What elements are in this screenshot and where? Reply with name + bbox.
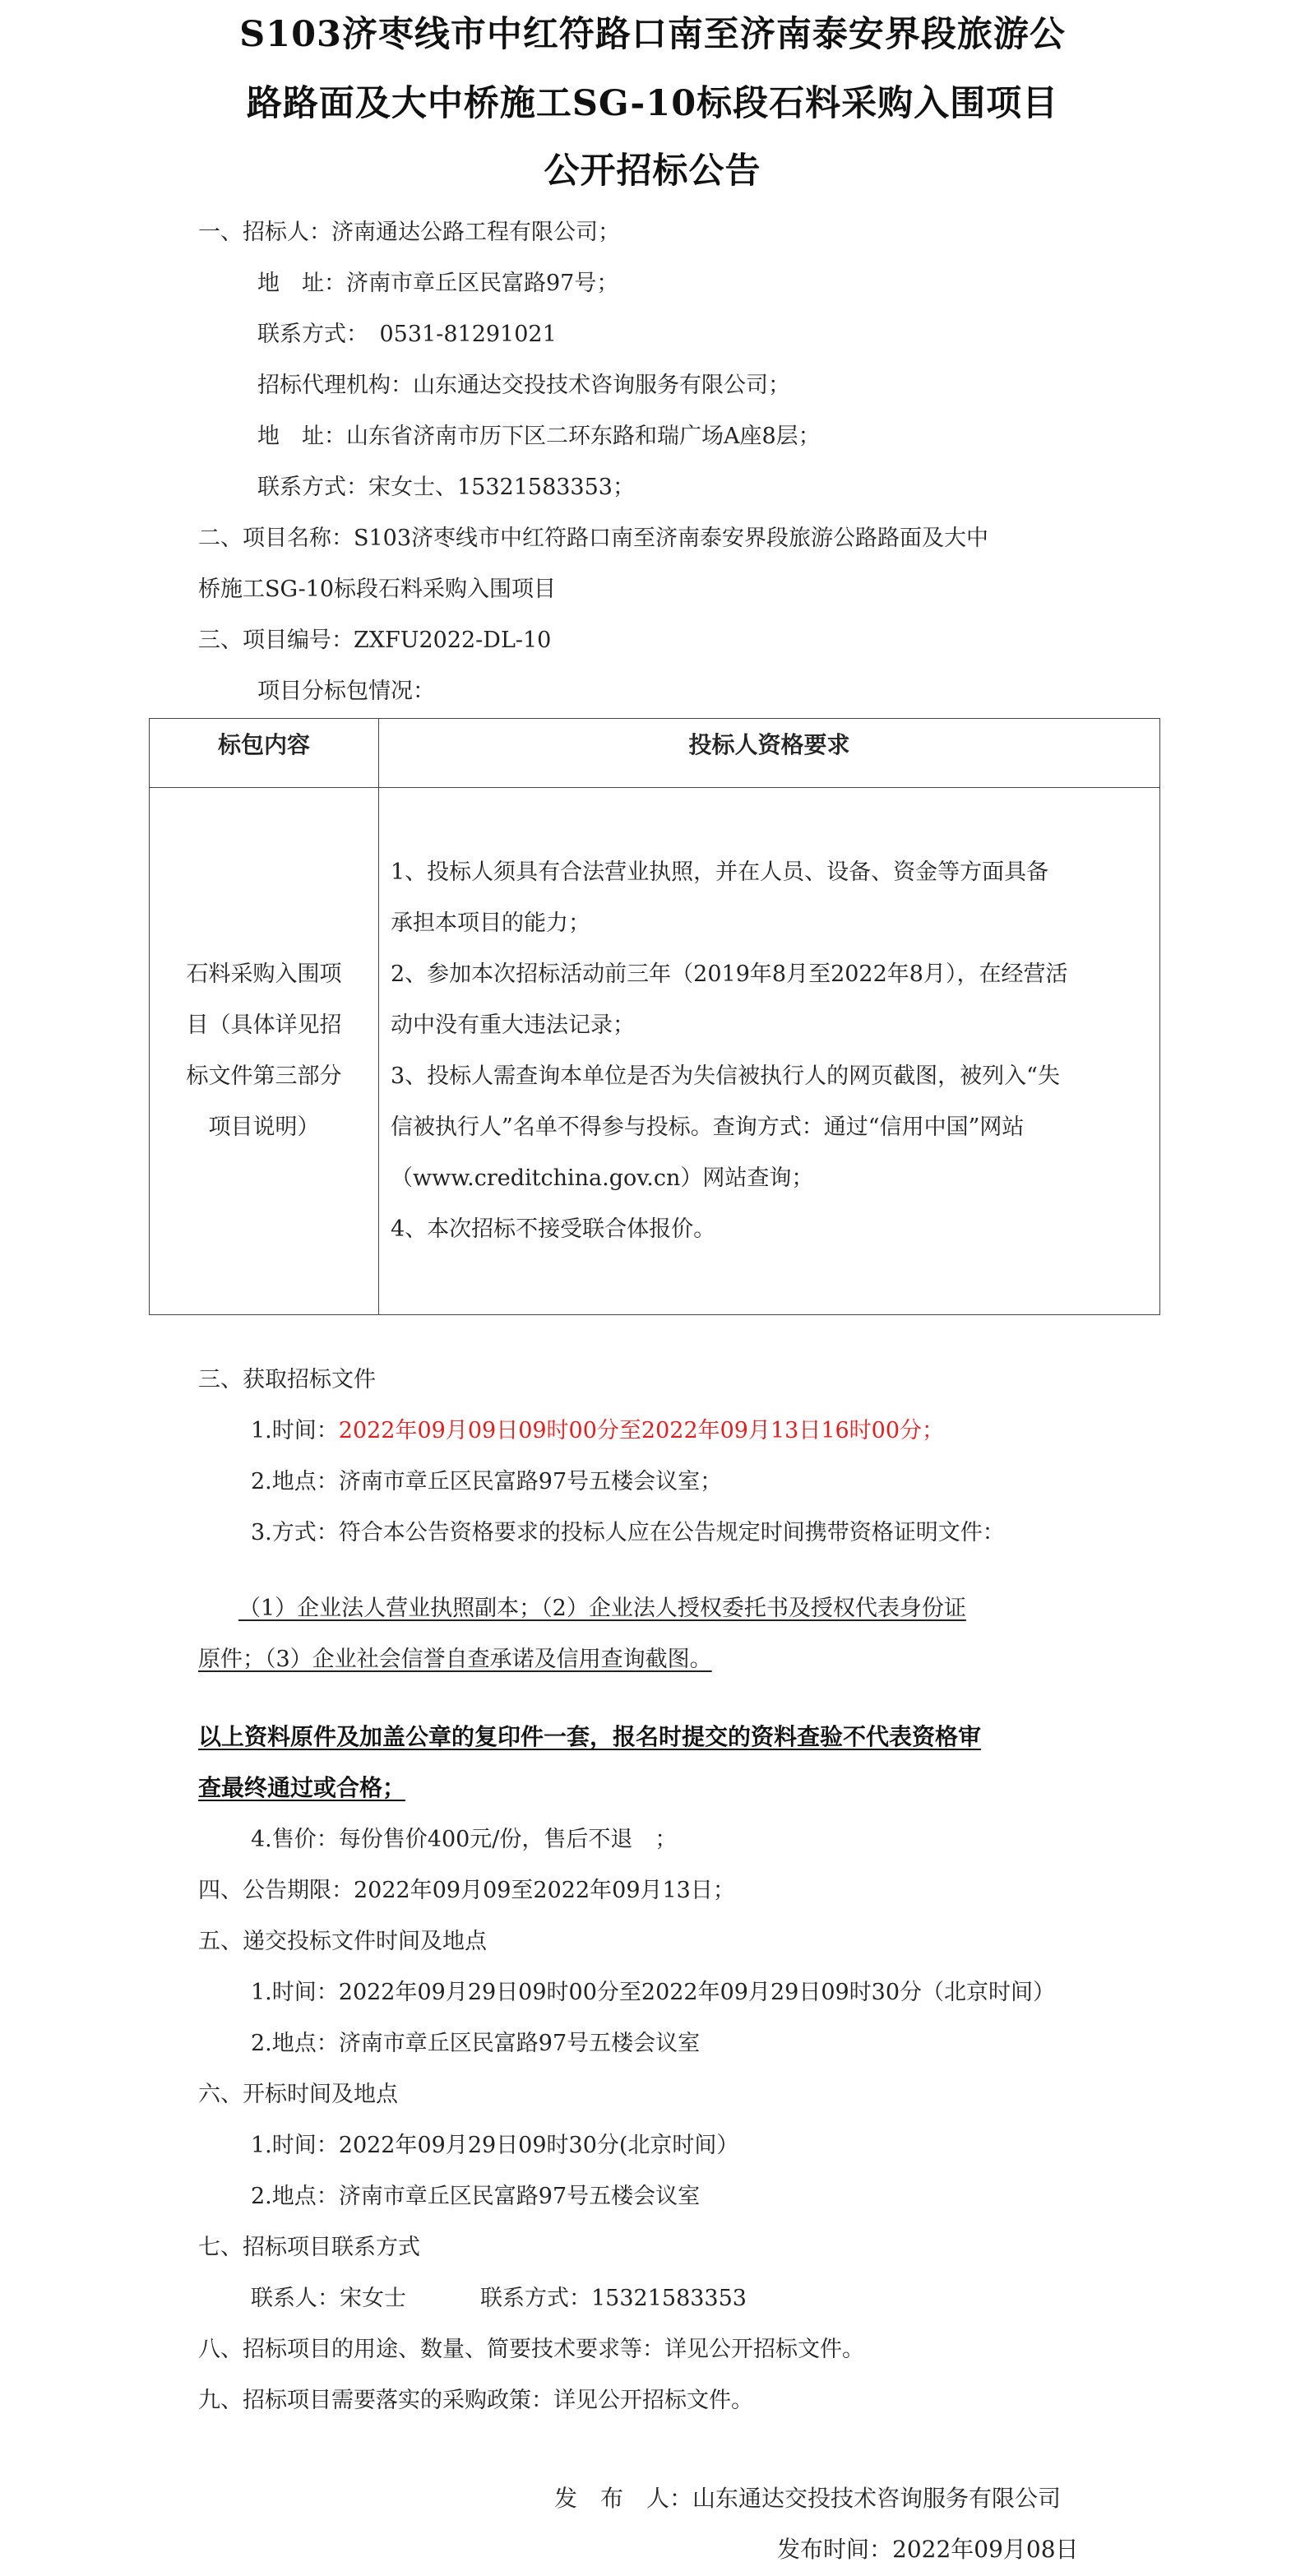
opening-heading: 六、开标时间及地点 (198, 2082, 398, 2107)
tenderer (198, 214, 620, 246)
agency-name: 招标代理机构：山东通达交投技术咨询服务有限公司； (257, 373, 790, 398)
agency-address: 地 址：山东省济南市历下区二环东路和瑞广场A座8层； (257, 424, 821, 449)
requirements-cell (379, 788, 1160, 1315)
required-docs-line-1: （1）企业法人营业执照副本；（2）企业法人授权委托书及授权代表身份证 (238, 1596, 966, 1621)
obtain-method: 3.方式：符合本公告资格要求的投标人应在公告规定时间携带资格证明文件： (251, 1520, 1005, 1545)
notice-bold-line-1: 以上资料原件及加盖公章的复印件一套，报名时提交的资料查验不代表资格审 (198, 1723, 982, 1750)
publish-date: 发布时间：2022年09月08日 (777, 2536, 1079, 2563)
obtain-heading: 三、获取招标文件 (198, 1367, 376, 1392)
contact-person: 联系人：宋女士 (251, 2286, 406, 2311)
submit-place: 2.地点：济南市章丘区民富路97号五楼会议室 (251, 2031, 701, 2056)
tenderer-name: 济南通达公路工程有限公司； (331, 220, 620, 245)
agency-contact: 联系方式：宋女士、15321583353； (257, 475, 635, 500)
section-8: 八、招标项目的用途、数量、简要技术要求等：详见公开招标文件。 (198, 2337, 864, 2362)
obtain-time (251, 1412, 944, 1444)
obtain-place: 2.地点：济南市章丘区民富路97号五楼会议室； (251, 1469, 723, 1494)
package-content-cell (150, 788, 379, 1315)
requirement-line: 2、参加本次招标活动前三年（2019年8月至2022年8月），在经营活 (391, 961, 1068, 987)
package-line: 目（具体详见招 (186, 1012, 342, 1038)
title-line-1: S103济枣线市中红符路口南至济南泰安界段旅游公 (239, 14, 1066, 55)
project-name-line-1: 二、项目名称：S103济枣线市中红符路口南至济南泰安界段旅游公路路面及大中 (198, 526, 989, 551)
opening-time: 1.时间：2022年09月29日09时30分(北京时间） (251, 2133, 739, 2158)
obtain-time-value: 2022年09月09日09时00分至2022年09月13日16时00分； (338, 1418, 945, 1443)
project-name-line-2: 桥施工SG-10标段石料采购入围项目 (198, 577, 557, 602)
announcement-period: 四、公告期限：2022年09月09至2022年09月13日； (198, 1878, 735, 1903)
table-header-package: 标包内容 (150, 719, 379, 788)
obtain-time-label: 1.时间： (251, 1418, 339, 1443)
table-row (150, 788, 1160, 1315)
package-intro: 项目分标包情况： (257, 679, 435, 704)
requirement-line: （www.creditchina.gov.cn）网站查询； (391, 1165, 814, 1191)
requirement-line: 1、投标人须具有合法营业执照，并在人员、设备、资金等方面具备 (391, 859, 1049, 885)
package-line: 标文件第三部分 (186, 1063, 342, 1089)
publisher: 发 布 人：山东通达交投技术咨询服务有限公司 (554, 2485, 1062, 2512)
tenderer-address: 地 址：济南市章丘区民富路97号； (257, 271, 619, 296)
contact-phone: 联系方式：15321583353 (480, 2286, 747, 2311)
package-line: 石料采购入围项 (186, 961, 342, 987)
requirement-line: 动中没有重大违法记录； (391, 1012, 635, 1038)
contact-heading: 七、招标项目联系方式 (198, 2235, 420, 2260)
requirement-line: 4、本次招标不接受联合体报价。 (391, 1216, 716, 1242)
submit-time: 1.时间：2022年09月29日09时00分至2022年09月29日09时30分（北京时间） (251, 1980, 1056, 2005)
opening-place: 2.地点：济南市章丘区民富路97号五楼会议室 (251, 2184, 701, 2209)
contact-line (251, 2280, 747, 2312)
price: 4.售价：每份售价400元/份，售后不退 ； (251, 1827, 678, 1852)
tenderer-label: 一、招标人： (198, 220, 331, 245)
required-docs-line-2: 原件；（3）企业社会信誉自查承诺及信用查询截图。 (198, 1647, 712, 1672)
section-9: 九、招标项目需要落实的采购政策：详见公开招标文件。 (198, 2388, 753, 2413)
notice-bold-line-2: 查最终通过或合格； (198, 1774, 406, 1801)
title-line-3: 公开招标公告 (544, 151, 761, 192)
table-header-requirements: 投标人资格要求 (379, 719, 1160, 788)
project-number: 三、项目编号：ZXFU2022-DL-10 (198, 628, 552, 653)
tenderer-contact: 联系方式： 0531-81291021 (257, 322, 557, 347)
requirement-line: 3、投标人需查询本单位是否为失信被执行人的网页截图，被列入“失 (391, 1063, 1060, 1089)
requirement-line: 承担本项目的能力； (391, 910, 590, 936)
requirement-line: 信被执行人”名单不得参与投标。查询方式：通过“信用中国”网站 (391, 1114, 1025, 1140)
title-line-2: 路路面及大中桥施工SG-10标段石料采购入围项目 (246, 83, 1059, 124)
package-line: 项目说明） (208, 1114, 320, 1140)
submit-heading: 五、递交投标文件时间及地点 (198, 1929, 487, 1954)
table-header-row (150, 719, 1160, 788)
package-table (149, 718, 1160, 1315)
